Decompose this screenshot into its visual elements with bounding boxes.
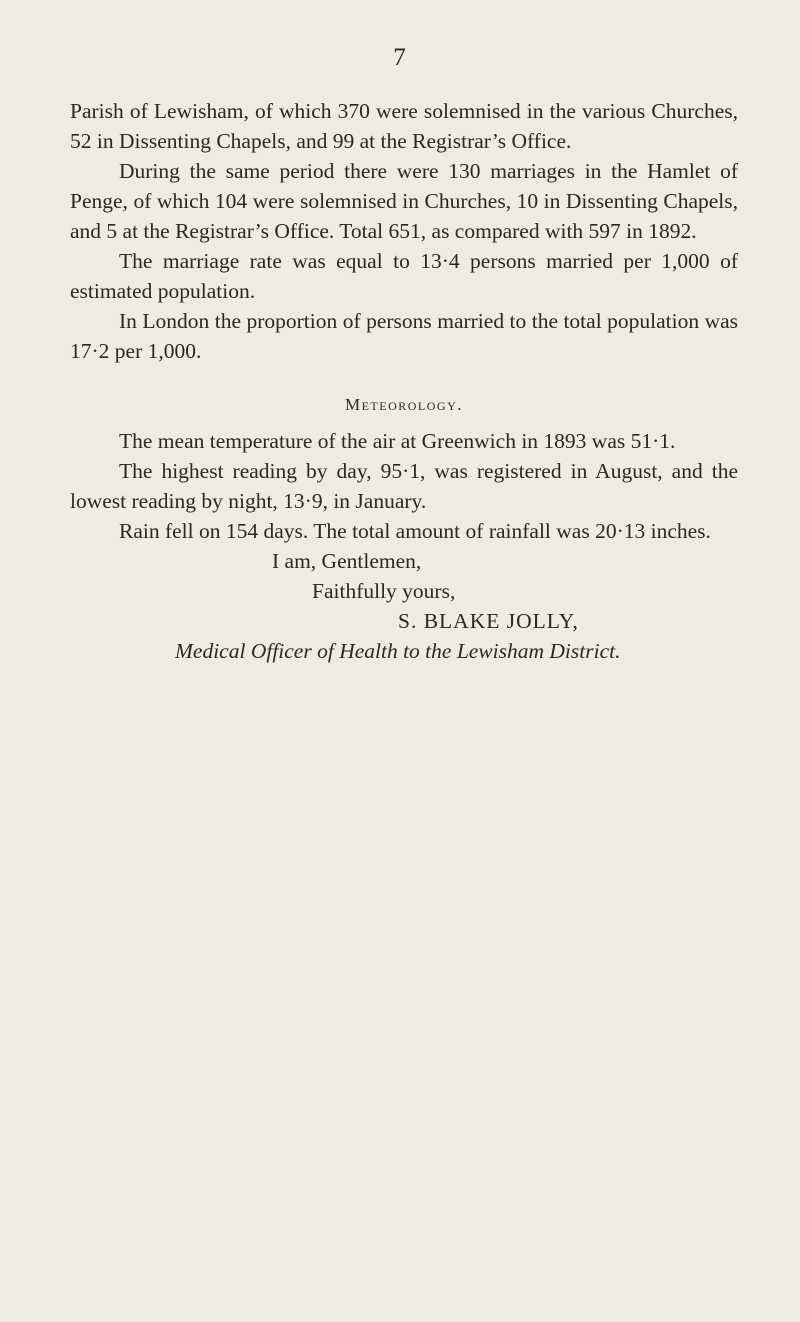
document-body	[70, 96, 738, 666]
signature-designation: Medical Officer of Health to the Lewisham District.	[175, 639, 621, 663]
letter-closing	[70, 546, 738, 666]
paragraph-temperature-extremes: The highest reading by day, 95·1, was registered in August, and the lowest reading by night, 13·9, in January.	[70, 459, 738, 513]
closing-salutation: I am, Gentlemen,	[272, 549, 422, 573]
closing-valediction: Faithfully yours,	[312, 579, 456, 603]
signature-name: S. BLAKE JOLLY,	[398, 609, 579, 633]
paragraph-mean-temperature: The mean temperature of the air at Greenwich in 1893 was 51·1.	[119, 429, 676, 453]
paragraph-marriages-lewisham: Parish of Lewisham, of which 370 were solemnised in the various Churches, 52 in Dissenting Chapels, and 99 at the Registrar’s Office.	[70, 99, 738, 153]
page-number: 7	[393, 44, 407, 71]
paragraph-london-proportion: In London the proportion of persons married to the total population was 17·2 per 1,000.	[70, 309, 738, 363]
paragraph-marriage-rate: The marriage rate was equal to 13·4 persons married per 1,000 of estimated population.	[70, 249, 738, 303]
section-heading-meteorology: Meteorology.	[344, 395, 464, 414]
paragraph-marriages-penge: During the same period there were 130 marriages in the Hamlet of Penge, of which 104 were solemnised in Churches, 10 in Dissenting Chapels, and 5 at the Registrar’s Office. Total 651, as compared with 597 in 1892.	[70, 159, 738, 243]
paragraph-rainfall: Rain fell on 154 days. The total amount of rainfall was 20·13 inches.	[119, 519, 711, 543]
